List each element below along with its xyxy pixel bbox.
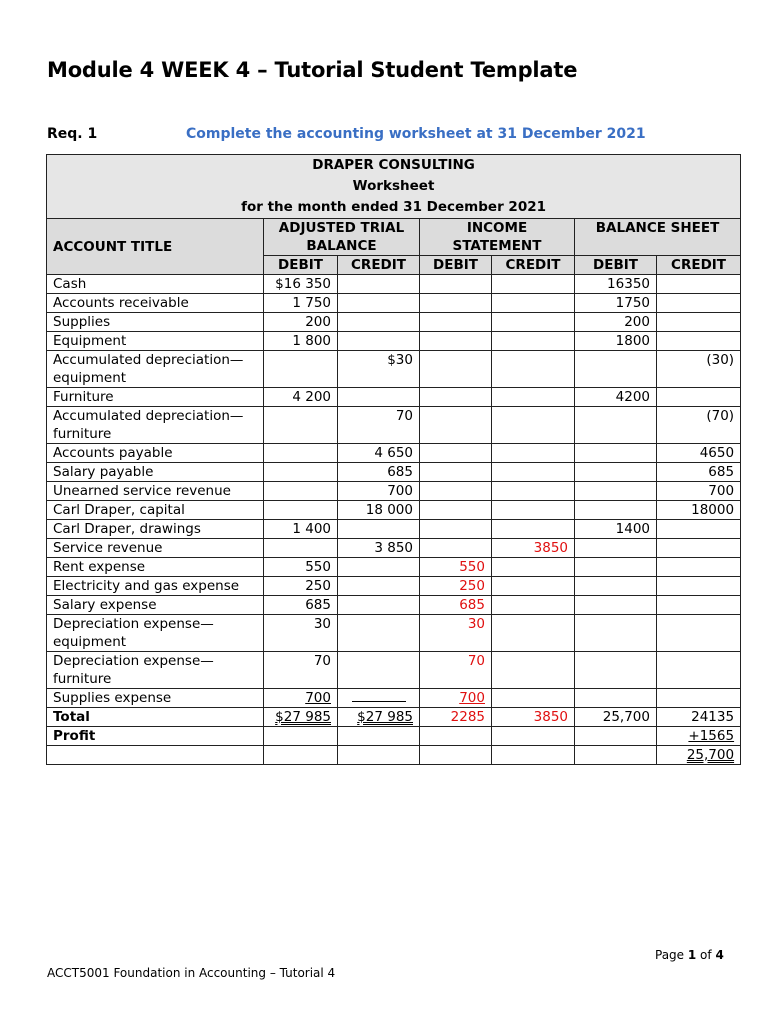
worksheet-row <box>47 407 741 444</box>
atb-debit-value: 700 <box>264 689 338 708</box>
is-credit-value <box>492 652 575 689</box>
requirement-instruction: Complete the accounting worksheet at 31 December 2021 <box>186 126 646 142</box>
is-credit-value <box>492 689 575 708</box>
worksheet-row <box>47 463 741 482</box>
is-debit-value: 250 <box>420 577 492 596</box>
account-title-header: ACCOUNT TITLE <box>47 219 264 275</box>
atb-debit-value: 4 200 <box>264 388 338 407</box>
total-row <box>47 708 741 727</box>
balance-sheet-header: BALANCE SHEET <box>575 219 741 256</box>
bs-debit-value: 16350 <box>575 275 657 294</box>
bs-debit-value <box>575 444 657 463</box>
profit-bs-credit: +1565 <box>657 727 741 746</box>
bs-debit-value: 1750 <box>575 294 657 313</box>
atb-debit-value <box>264 463 338 482</box>
atb-credit-value <box>338 332 420 351</box>
worksheet-row <box>47 332 741 351</box>
is-debit-value <box>420 294 492 313</box>
worksheet-period: for the month ended 31 December 2021 <box>241 199 546 215</box>
profit-empty-cell <box>492 727 575 746</box>
atb-credit-value: $30 <box>338 351 420 388</box>
bs-debit-header: DEBIT <box>575 256 657 275</box>
account-title: Furniture <box>47 388 264 407</box>
final-balance-row <box>47 746 741 765</box>
bs-credit-value <box>657 652 741 689</box>
atb-credit-value <box>338 388 420 407</box>
atb-credit-value <box>338 652 420 689</box>
atb-debit-value: 250 <box>264 577 338 596</box>
bs-debit-value <box>575 501 657 520</box>
bs-credit-value <box>657 388 741 407</box>
account-title: Carl Draper, capital <box>47 501 264 520</box>
final-empty-cell <box>47 746 264 765</box>
final-empty-cell <box>575 746 657 765</box>
worksheet-row <box>47 689 741 708</box>
is-debit-value: 700 <box>420 689 492 708</box>
worksheet-heading <box>47 155 741 219</box>
atb-debit-value: 70 <box>264 652 338 689</box>
worksheet-row <box>47 652 741 689</box>
atb-debit-value <box>264 407 338 444</box>
atb-debit-value <box>264 539 338 558</box>
atb-credit-value: 70 <box>338 407 420 444</box>
account-title: Accumulated depreciation— equipment <box>47 351 264 388</box>
account-title: Supplies expense <box>47 689 264 708</box>
atb-credit-value <box>338 558 420 577</box>
worksheet-row <box>47 313 741 332</box>
atb-credit-value <box>338 596 420 615</box>
is-credit-value <box>492 463 575 482</box>
page-number <box>655 948 724 962</box>
profit-label: Profit <box>47 727 264 746</box>
bs-credit-value: 18000 <box>657 501 741 520</box>
column-group-header-row <box>47 219 741 256</box>
total-is-credit: 3850 <box>492 708 575 727</box>
atb-debit-value <box>264 501 338 520</box>
is-credit-value <box>492 501 575 520</box>
is-debit-value <box>420 407 492 444</box>
is-debit-value <box>420 520 492 539</box>
atb-credit-value <box>338 520 420 539</box>
total-label: Total <box>47 708 264 727</box>
account-title: Accounts receivable <box>47 294 264 313</box>
bs-debit-value: 4200 <box>575 388 657 407</box>
bs-debit-value <box>575 615 657 652</box>
bs-credit-value: (30) <box>657 351 741 388</box>
atb-credit-value: 685 <box>338 463 420 482</box>
bs-debit-value <box>575 539 657 558</box>
worksheet-row <box>47 615 741 652</box>
is-debit-value <box>420 351 492 388</box>
atb-credit-value <box>338 313 420 332</box>
is-credit-value <box>492 407 575 444</box>
total-bs-debit: 25,700 <box>575 708 657 727</box>
total-atb-debit: $27 985 <box>264 708 338 727</box>
final-empty-cell <box>492 746 575 765</box>
atb-credit-value <box>338 689 420 708</box>
account-title: Salary payable <box>47 463 264 482</box>
atb-credit-value <box>338 577 420 596</box>
page-total: 4 <box>715 948 724 962</box>
course-footer: ACCT5001 Foundation in Accounting – Tutorial 4 <box>47 966 336 980</box>
atb-credit-header: CREDIT <box>338 256 420 275</box>
page-of: of <box>696 948 716 962</box>
atb-debit-value: 30 <box>264 615 338 652</box>
is-debit-header: DEBIT <box>420 256 492 275</box>
account-title: Cash <box>47 275 264 294</box>
final-empty-cell <box>264 746 338 765</box>
is-credit-value <box>492 444 575 463</box>
atb-debit-value: 1 750 <box>264 294 338 313</box>
account-title: Depreciation expense— equipment <box>47 615 264 652</box>
final-empty-cell <box>420 746 492 765</box>
bs-credit-value <box>657 615 741 652</box>
bs-debit-value: 1800 <box>575 332 657 351</box>
total-is-debit: 2285 <box>420 708 492 727</box>
bs-debit-value <box>575 652 657 689</box>
bs-credit-header: CREDIT <box>657 256 741 275</box>
final-bs-credit: 25,700 <box>657 746 741 765</box>
account-title: Carl Draper, drawings <box>47 520 264 539</box>
bs-credit-value: (70) <box>657 407 741 444</box>
is-credit-value <box>492 577 575 596</box>
is-credit-value <box>492 332 575 351</box>
atb-debit-value <box>264 482 338 501</box>
bs-debit-value <box>575 558 657 577</box>
worksheet-table <box>46 154 741 765</box>
is-credit-value <box>492 351 575 388</box>
is-credit-value <box>492 275 575 294</box>
atb-credit-value <box>338 615 420 652</box>
is-debit-value <box>420 444 492 463</box>
atb-credit-value: 18 000 <box>338 501 420 520</box>
profit-empty-cell <box>420 727 492 746</box>
worksheet-row <box>47 388 741 407</box>
bs-credit-value <box>657 577 741 596</box>
company-name: DRAPER CONSULTING <box>312 157 475 173</box>
bs-debit-value <box>575 482 657 501</box>
is-debit-value <box>420 332 492 351</box>
bs-credit-value: 4650 <box>657 444 741 463</box>
is-debit-value <box>420 388 492 407</box>
atb-credit-value <box>338 275 420 294</box>
is-credit-header: CREDIT <box>492 256 575 275</box>
bs-credit-value: 700 <box>657 482 741 501</box>
worksheet-row <box>47 577 741 596</box>
profit-empty-cell <box>264 727 338 746</box>
account-title: Rent expense <box>47 558 264 577</box>
bs-debit-value <box>575 577 657 596</box>
bs-debit-value <box>575 351 657 388</box>
atb-debit-value: 1 800 <box>264 332 338 351</box>
bs-credit-value <box>657 275 741 294</box>
account-title: Salary expense <box>47 596 264 615</box>
is-debit-value <box>420 463 492 482</box>
bs-credit-value <box>657 332 741 351</box>
is-credit-value <box>492 313 575 332</box>
account-title: Service revenue <box>47 539 264 558</box>
atb-credit-value: 4 650 <box>338 444 420 463</box>
is-debit-value <box>420 501 492 520</box>
bs-credit-value <box>657 539 741 558</box>
atb-debit-value: 200 <box>264 313 338 332</box>
worksheet-row <box>47 444 741 463</box>
is-credit-value <box>492 596 575 615</box>
atb-debit-value <box>264 351 338 388</box>
page-prefix: Page <box>655 948 688 962</box>
worksheet-row <box>47 482 741 501</box>
account-title: Equipment <box>47 332 264 351</box>
requirement-label: Req. 1 <box>47 126 98 142</box>
profit-empty-cell <box>338 727 420 746</box>
final-empty-cell <box>338 746 420 765</box>
income-statement-header: INCOME STATEMENT <box>420 219 575 256</box>
bs-debit-value: 200 <box>575 313 657 332</box>
atb-credit-value <box>338 294 420 313</box>
bs-credit-value <box>657 294 741 313</box>
atb-debit-value <box>264 444 338 463</box>
underline-rule <box>352 689 406 702</box>
is-debit-value <box>420 275 492 294</box>
is-debit-value: 550 <box>420 558 492 577</box>
atb-debit-value: $16 350 <box>264 275 338 294</box>
is-debit-value <box>420 313 492 332</box>
total-bs-credit: 24135 <box>657 708 741 727</box>
atb-debit-value: 685 <box>264 596 338 615</box>
worksheet-row <box>47 351 741 388</box>
is-credit-value <box>492 615 575 652</box>
account-title: Accumulated depreciation— furniture <box>47 407 264 444</box>
worksheet-row <box>47 558 741 577</box>
is-debit-value <box>420 539 492 558</box>
worksheet-name: Worksheet <box>352 178 435 194</box>
bs-credit-value <box>657 596 741 615</box>
bs-credit-value <box>657 520 741 539</box>
bs-debit-value <box>575 596 657 615</box>
is-credit-value: 3850 <box>492 539 575 558</box>
worksheet-row <box>47 294 741 313</box>
is-credit-value <box>492 482 575 501</box>
bs-credit-value <box>657 689 741 708</box>
worksheet-row <box>47 501 741 520</box>
account-title: Depreciation expense— furniture <box>47 652 264 689</box>
account-title: Accounts payable <box>47 444 264 463</box>
total-atb-credit: $27 985 <box>338 708 420 727</box>
profit-empty-cell <box>575 727 657 746</box>
bs-debit-value <box>575 463 657 482</box>
is-debit-value: 30 <box>420 615 492 652</box>
is-debit-value: 685 <box>420 596 492 615</box>
account-title: Electricity and gas expense <box>47 577 264 596</box>
atb-debit-value: 1 400 <box>264 520 338 539</box>
atb-debit-value: 550 <box>264 558 338 577</box>
bs-credit-value: 685 <box>657 463 741 482</box>
is-credit-value <box>492 388 575 407</box>
page-current: 1 <box>687 948 697 962</box>
adjusted-trial-balance-header: ADJUSTED TRIAL BALANCE <box>264 219 420 256</box>
profit-row <box>47 727 741 746</box>
account-title: Supplies <box>47 313 264 332</box>
is-credit-value <box>492 294 575 313</box>
atb-debit-header: DEBIT <box>264 256 338 275</box>
page-title: Module 4 WEEK 4 – Tutorial Student Template <box>47 58 578 82</box>
is-debit-value <box>420 482 492 501</box>
worksheet-row <box>47 596 741 615</box>
account-title: Unearned service revenue <box>47 482 264 501</box>
bs-credit-value <box>657 313 741 332</box>
bs-debit-value: 1400 <box>575 520 657 539</box>
bs-credit-value <box>657 558 741 577</box>
is-credit-value <box>492 558 575 577</box>
atb-credit-value: 3 850 <box>338 539 420 558</box>
is-credit-value <box>492 520 575 539</box>
bs-debit-value <box>575 407 657 444</box>
atb-credit-value: 700 <box>338 482 420 501</box>
bs-debit-value <box>575 689 657 708</box>
worksheet-row <box>47 520 741 539</box>
is-debit-value: 70 <box>420 652 492 689</box>
worksheet-row <box>47 275 741 294</box>
worksheet-row <box>47 539 741 558</box>
